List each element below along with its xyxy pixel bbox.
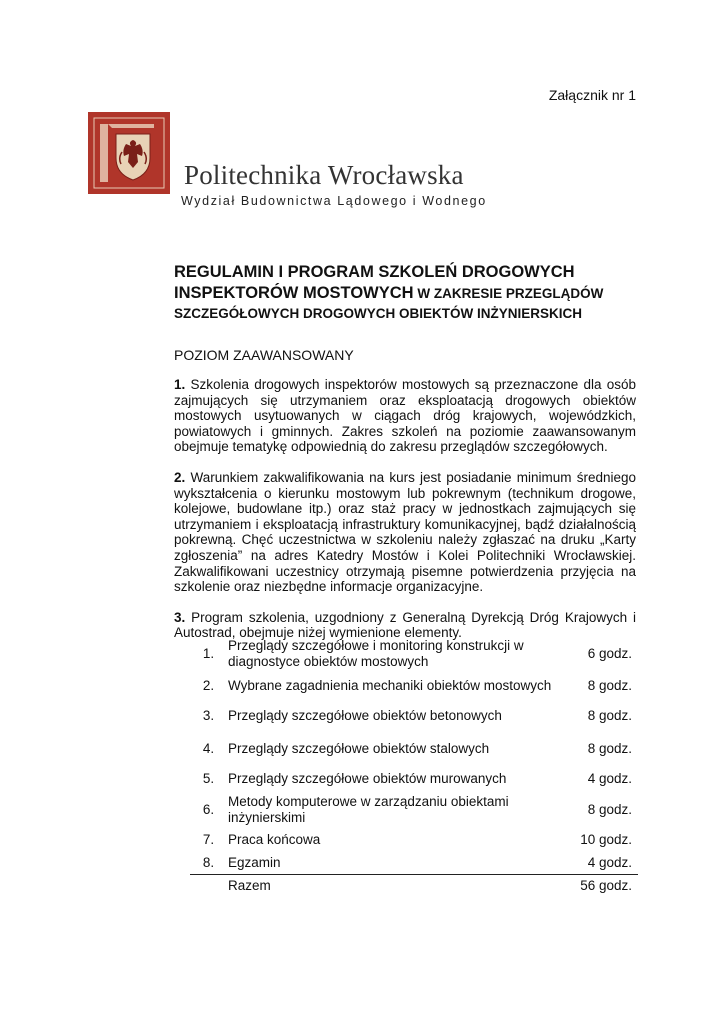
university-logo — [88, 112, 170, 194]
row-topic: Praca końcowa — [228, 832, 321, 848]
row-hours: 4 godz. — [587, 854, 632, 870]
row-hours: 8 godz. — [587, 802, 632, 818]
paragraph-3-text: Program szkolenia, uzgodniony z Generalną Dyrekcją Dróg Krajowych i Autostrad, obejmuje niżej wymienione elementy. — [174, 609, 636, 641]
table-row — [190, 699, 638, 732]
row-number: 6. — [202, 802, 215, 818]
table-row — [190, 792, 638, 828]
title-line-2-small: W ZAKRESIE PRZEGLĄDÓW — [413, 286, 604, 301]
faculty-name: Wydział Budownictwa Lądowego i Wodnego — [181, 194, 487, 208]
row-number: 3. — [202, 707, 215, 723]
paragraph-1 — [174, 377, 636, 455]
document-body — [174, 262, 636, 641]
row-topic: Metody komputerowe w zarządzaniu obiektami inżynierskimi — [228, 794, 509, 825]
row-hours: 8 godz. — [587, 707, 632, 723]
total-spacer — [190, 874, 227, 898]
program-table — [190, 636, 638, 898]
eagle-crest-icon — [88, 112, 170, 194]
table-row — [190, 852, 638, 874]
total-hours: 56 godz. — [562, 874, 638, 898]
row-number: 4. — [202, 741, 215, 757]
row-hours: 10 godz. — [580, 832, 632, 848]
annex-label: Załącznik nr 1 — [548, 87, 636, 103]
row-number: 5. — [202, 771, 215, 787]
row-topic: Przeglądy szczegółowe obiektów murowanych — [228, 771, 507, 787]
row-topic: Egzamin — [228, 854, 281, 870]
row-number: 7. — [202, 832, 215, 848]
course-level: POZIOM ZAAWANSOWANY — [174, 347, 354, 363]
paragraph-2 — [174, 470, 636, 595]
table-row — [190, 636, 638, 672]
paragraph-2-number: 2. — [174, 469, 186, 485]
row-topic: Przeglądy szczegółowe obiektów betonowych — [228, 707, 502, 723]
table-row — [190, 766, 638, 792]
paragraph-2-text: Warunkiem zakwalifikowania na kurs jest posiadanie minimum średniego wykształcenia o kierunku mostowym lub pokrewnym (technikum drogowe, kolejowe, budowlane itp.) oraz staż pracy w jednostkach zajmujących się utrzymaniem i eksploatacją infrastruktury komunikacyjnej, bądź działalnością pokrewną. Chęć uczestnictwa w szkoleniu należy zgłaszać na druku „Karty zgłoszenia” na adres Katedry Mostów i Kolei Politechniki Wrocławskiej. Zakwalifikowani uczestnicy otrzymają pisemne potwierdzenia przyjęcia na szkolenie oraz niezbędne informacje organizacyjne. — [174, 469, 636, 595]
title-line-3: SZCZEGÓŁOWYCH DROGOWYCH OBIEKTÓW INŻYNIERSKICH — [174, 306, 582, 321]
row-topic: Przeglądy szczegółowe obiektów stalowych — [228, 741, 490, 757]
title-line-2-main: INSPEKTORÓW MOSTOWYCH — [174, 284, 414, 302]
table-row — [190, 732, 638, 766]
row-number: 1. — [202, 646, 215, 662]
row-hours: 8 godz. — [587, 741, 632, 757]
table-row — [190, 672, 638, 699]
total-label: Razem — [227, 874, 562, 898]
row-hours: 4 godz. — [587, 771, 632, 787]
university-name: Politechnika Wrocławska — [184, 160, 464, 190]
row-number: 8. — [202, 854, 215, 870]
row-topic: Przeglądy szczegółowe i monitoring konstrukcji w diagnostyce obiektów mostowych — [228, 638, 524, 669]
row-topic: Wybrane zagadnienia mechaniki obiektów mostowych — [228, 677, 552, 693]
row-hours: 8 godz. — [587, 677, 632, 693]
paragraph-1-text: Szkolenia drogowych inspektorów mostowych są przeznaczone dla osób zajmujących się utrzymaniem oraz eksploatacją drogowych obiektów mostowych usytuowanych w ciągach dróg krajowych, wojewódzkich, powiatowych i gminnych. Zakres szkoleń na poziomie zaawansowanym obejmuje tematykę odpowiednią do zakresu przeglądów szczegółowych. — [174, 377, 636, 455]
paragraph-1-number: 1. — [174, 377, 186, 392]
row-number: 2. — [202, 677, 215, 693]
title-line-1: REGULAMIN I PROGRAM SZKOLEŃ DROGOWYCH — [174, 263, 575, 281]
table-row — [190, 828, 638, 852]
paragraph-3-number: 3. — [174, 609, 186, 625]
title-line-2 — [174, 283, 636, 304]
total-row — [190, 874, 638, 898]
row-hours: 6 godz. — [587, 646, 632, 662]
